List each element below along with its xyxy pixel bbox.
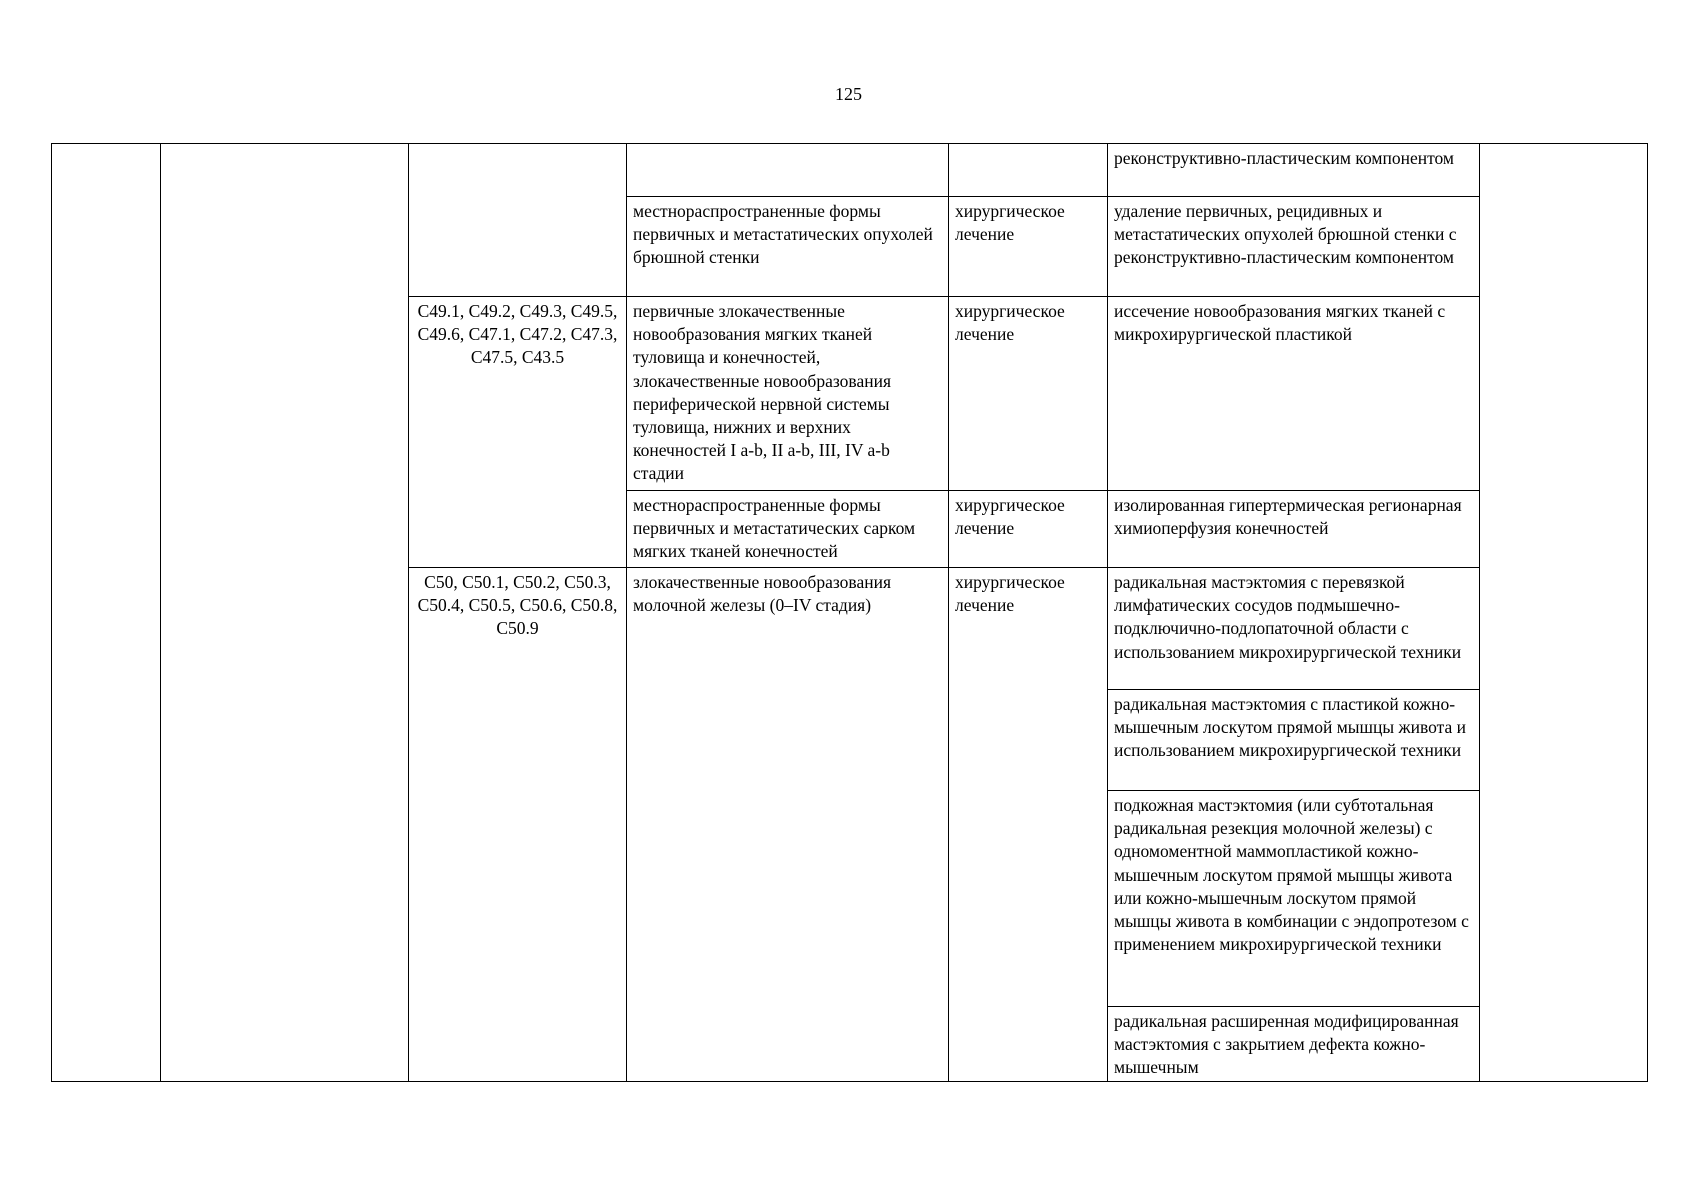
treatment-cell xyxy=(949,144,1108,197)
remarks-column-cell xyxy=(1480,144,1648,1082)
medical-care-table xyxy=(51,143,1648,1082)
number-column-cell xyxy=(52,144,161,1082)
codes-cell: C49.1, C49.2, C49.3, C49.5, C49.6, C47.1, C47.2, C47.3, C47.5, C43.5 xyxy=(409,297,627,568)
procedure-cell: радикальная мастэктомия с пластикой кожно-мышечным лоскутом прямой мышцы живота и использованием микрохирургической техники xyxy=(1108,690,1480,791)
procedure-cell: иссечение новообразования мягких тканей с микрохирургической пластикой xyxy=(1108,297,1480,491)
treatment-cell: хирургическое лечение xyxy=(949,297,1108,491)
diagnosis-cell: злокачественные новообразования молочной железы (0–IV стадия) xyxy=(627,568,949,1082)
codes-cell xyxy=(409,144,627,297)
profile-column-cell xyxy=(161,144,409,1082)
diagnosis-cell: первичные злокачественные новообразования мягких тканей туловища и конечностей, злокачественные новообразования периферической нервной системы туловища, нижних и верхних конечностей I a-b, II a-b, III, IV a-b стадии xyxy=(627,297,949,491)
procedure-cell: радикальная расширенная модифицированная мастэктомия с закрытием дефекта кожно-мышечным xyxy=(1108,1007,1480,1082)
diagnosis-cell xyxy=(627,144,949,197)
procedure-cell: радикальная мастэктомия с перевязкой лимфатических сосудов подмышечно-подключично-подлопаточной области с использованием микрохирургической техники xyxy=(1108,568,1480,690)
treatment-cell: хирургическое лечение xyxy=(949,197,1108,297)
treatment-cell: хирургическое лечение xyxy=(949,568,1108,1082)
diagnosis-cell: местнораспространенные формы первичных и метастатических опухолей брюшной стенки xyxy=(627,197,949,297)
diagnosis-cell: местнораспространенные формы первичных и метастатических сарком мягких тканей конечностей xyxy=(627,491,949,568)
page-number: 125 xyxy=(835,84,862,104)
procedure-cell: изолированная гипертермическая регионарная химиоперфузия конечностей xyxy=(1108,491,1480,568)
procedure-cell: удаление первичных, рецидивных и метастатических опухолей брюшной стенки с реконструктивно-пластическим компонентом xyxy=(1108,197,1480,297)
table-row xyxy=(52,144,1648,197)
procedure-cell: подкожная мастэктомия (или субтотальная радикальная резекция молочной железы) с одномоментной маммопластикой кожно-мышечным лоскутом прямой мышцы живота или кожно-мышечным лоскутом прямой мышцы живота в комбинации с эндопротезом с применением микрохирургической техники xyxy=(1108,791,1480,1007)
codes-cell: C50, C50.1, C50.2, C50.3, C50.4, C50.5, C50.6, C50.8, C50.9 xyxy=(409,568,627,1082)
treatment-cell: хирургическое лечение xyxy=(949,491,1108,568)
procedure-cell: реконструктивно-пластическим компонентом xyxy=(1108,144,1480,197)
